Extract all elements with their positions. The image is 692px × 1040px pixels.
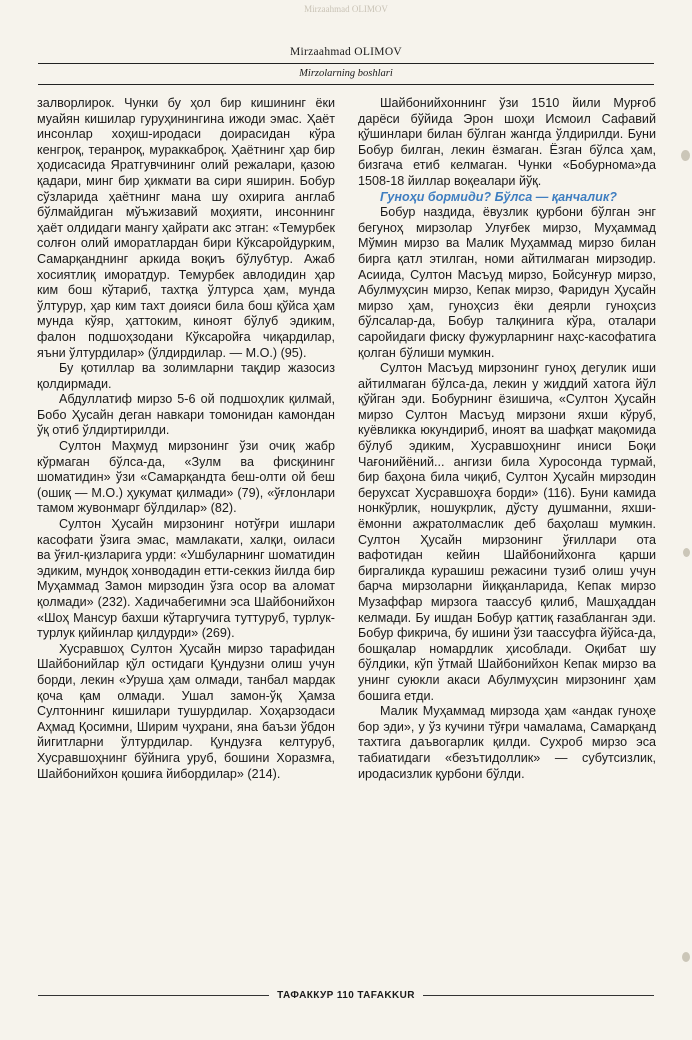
- header-rule-top: [38, 63, 654, 64]
- right-column: [358, 96, 656, 782]
- footer-rule-left: [38, 995, 269, 996]
- section-heading: Гуноҳи бормиди? Бўлса — қанчалик?: [380, 189, 617, 204]
- header-rule-bottom: [38, 84, 654, 85]
- paragraph: Хусравшоҳ Султон Ҳусайн мирзо тарафидан Шайбонийлар қўл остидаги Қундузни олиш учун борди, лекин «Уруша ҳам олмади, танбал мардак қоча қам олмади. Ушал замон-ўқ Ҳамза Султоннинг кишилари тушурдилар. Хоҳарзодаси Аҳмад Қосимни, Ширим чуҳрани, яна баъзи ўбдон йигитларни ўлтурдилар. Қундузға келтуруб, Хусравшоҳнинг бўйнига уруб, бошини Хоразмға, Шайбонийхон қошиға йибордилар» (214).: [37, 641, 335, 781]
- running-header-author: Mirzaahmad OLIMOV: [289, 46, 403, 58]
- paragraph: Малик Муҳаммад мирзода ҳам «андак гуноҳе бор эди», у ўз кучини тўғри чамалама, Самарқанд тахтига даъвогарлик қилди. Сухроб мирзо эса табиатидаги «безътидоллик» — субутсизлик, иродасизлик қурбони бўлди.: [358, 704, 656, 781]
- paragraph: Султон Масъуд мирзонинг гуноҳ дегулик иши айтилмаган бўлса-да, лекин у жиддий хатога йўл қўйган эди. Бобурнинг ёзишича, «Султон Ҳусайн мирзо Султон Масъуд мирзони яхши кўруб, куёвликка юкундириб, иноят ва шафқат мақомида бўлуб эдиким, Хусравшоҳнинг иниси Боқи Чағонийёний... ангизи била Хуросонда турмай, бир баҳона била чиқиб, Султон Ҳусайн мирзодин берухсат Хусравшоҳға борди» (116). Буни камида нонкўрлик, ношукрлик, дўсту душманни, яхши-ёмонни ажратолмаслик деб баҳолаш мумкин. Султон Ҳусайн мирзонинг ўғиллари ота вафотидан кейин Шайбонийхонга қарши биргаликда курашиш режасини тузиб олиш учун барча мирзоларни йиққанларида, Кепак мирзо Музаффар мирзога таассуб қилиб, Машҳаддан келмади. Бу ишдан Бобур қаттиқ ғазабланган эди. Бобур фикрича, бу ишини ўзи таассуфга йўйса-да, бошқалар номардлик ҳисоблади. Оқибат шу бўлдики, кўп ўтмай Шайбонийхон Кепак мирзо ва унинг суюкли акаси Абулмуҳсин мирзонинг ҳам бошига етди.: [358, 361, 656, 703]
- paragraph: Султон Ҳусайн мирзонинг нотўғри ишлари касофати ўзига эмас, мамлакати, халқи, оиласи ва ўғил-қизларига урди: «Ушбуларнинг шоматидин эдиким, мундоқ хонводадин етти-секкиз йилда бир Муҳаммад Замон мирзодин ўзга осор ва аломат қолмади» (232). Хадичабегимни эса Шайбонийхон «Шоҳ Мансур бахши кўтаргучига туттуруб, турлук-турлук қийинлар қилдурди» (269).: [37, 517, 335, 641]
- paragraph: залворлирок. Чунки бу ҳол бир кишининг ёки муайян кишилар гуруҳинингина ижоди эмас. Ҳаёт инсонлар хоҳиш-иродаси доирасидан кўра кенгроқ, теранроқ, мураккаброқ. Ҳаётнинг ҳар бир ҳодисасида Яратгувчининг олий режалари, қазою қадари, минг бир ҳикмати ва сири яширин. Бобур сўзларида ҳаётнинг мана шу охирига англаб бўлмайдиган мўъжизавий моҳияти, инсоннинг ҳаёт олдидаги мангу ҳайрати акс этган: «Темурбек солғон олий иморатлардан бири Кўксаройдурким, Самарқанднинг аркида воқиъ бўлубтур. Ажаб хосиятлиқ иморатдур. Темурбек авлодидин ҳар ким бош кўтариб, тахтқа ўлтурса ҳам, мунда ўлтурур, ҳар ким тахт доияси била бош қўйса ҳам мунда кўяр, ҳаттоким, киноят бўлуб эдиким, фалон подшоҳзодани Кўксаройға чиқардилар, яъни ўлтурдилар» (ўлдирдилар. — М.О.) (95).: [37, 96, 335, 360]
- footer-rule-right: [423, 995, 654, 996]
- paragraph: Шайбонийхоннинг ўзи 1510 йили Мурғоб дарёси бўйида Эрон шоҳи Исмоил Сафавий қўшинлари билан бўлган жангда ўлдирилди. Буни Бобур билган, лекин ёзмаган. Ёзган бўлса ҳам, бизгача етиб келмаган. Чунки «Бобурнома»да 1508-18 йиллар воқеалари йўқ.: [358, 96, 656, 188]
- scan-speck: [681, 150, 690, 161]
- paragraph: Бобур наздида, ёвузлик қурбони бўлган энг бегуноҳ мирзолар Улуғбек мирзо, Муҳаммад Мўмин мирзо ва Малик Муҳаммад мирзо билан бирга қатл этилган, номи айтилмаган мирзодир. Асиида, Султон Масъуд мирзо, Бойсунғур мирзо, Абулмуҳсин мирзо, Кепак мирзо, Фаридун Ҳусайн мирзо ҳам, гуноҳсиз ёки деярли гуноҳсиз бўлсалар-да, Бобур талқинига кўра, оталари саройидаги фиску фужурларнинг наҳс-касофатига қолган бўлиши мумкин.: [358, 205, 656, 360]
- paragraph: Бу қотиллар ва золимларни тақдир жазосиз қолдирмади.: [37, 361, 335, 391]
- scan-speck: [682, 952, 690, 962]
- paragraph: Султон Маҳмуд мирзонинг ўзи очиқ жабр кўрмаган бўлса-да, «Зулм ва фисқининг шоматидин» ўзи «Самарқандта беш-олти ой беш (ошиқ — М.О.) ҳукумат қилмади» (79), «ўғлонлари тамом жувонмарг бўлдилар» (82).: [37, 439, 335, 516]
- running-header-title: Mirzolarning boshlari: [299, 68, 393, 79]
- page-footer: [38, 988, 654, 1002]
- left-column: [37, 96, 335, 782]
- scan-speck: [683, 548, 690, 557]
- footer-page-label: ТАФАККУР 110 TAFAKKUR: [277, 989, 415, 1001]
- paragraph: Абдуллатиф мирзо 5-6 ой подшоҳлик қилмай, Бобо Ҳусайн деган навкари томонидан камондан ўқ отиб ўлдиртирилди.: [37, 392, 335, 438]
- show-through-header: Mirzaahmad OLIMOV: [304, 4, 388, 14]
